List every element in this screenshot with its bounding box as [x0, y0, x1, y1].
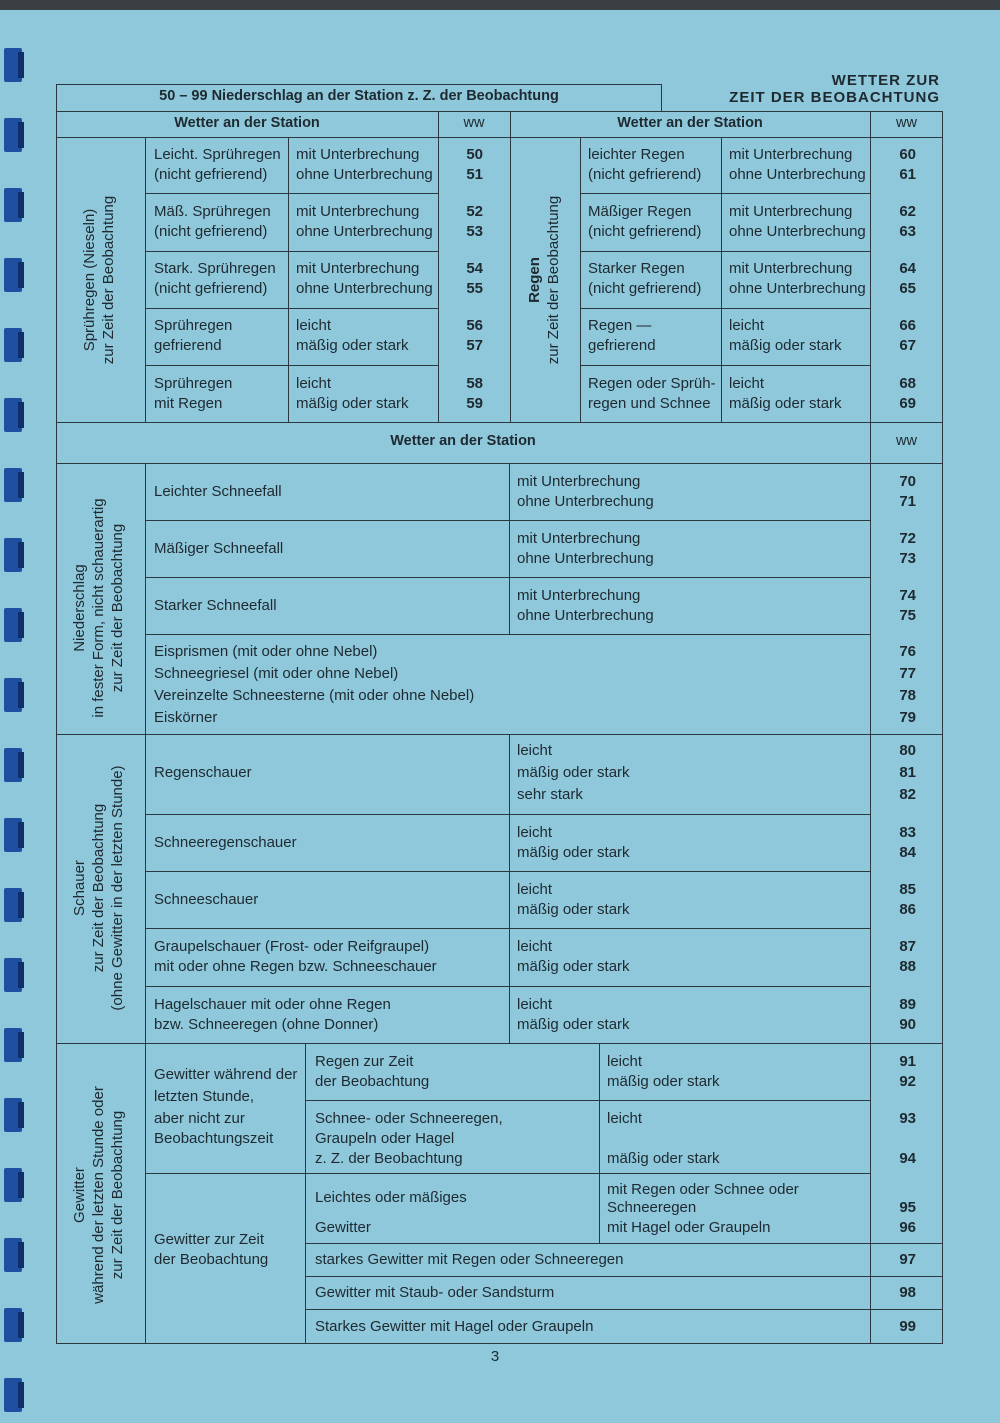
page-title-line1: WETTER ZUR [831, 72, 940, 89]
group-drizzle-label: Sprühregen (Nieseln) zur Zeit der Beobachtung [81, 195, 117, 365]
group-showers-label: Schauer zur Zeit der Beobachtung (ohne Gewitter in der letzten Stunde) [71, 765, 126, 1011]
spiral-binding [0, 0, 26, 1423]
header-ww-mid: ww [896, 433, 917, 449]
group-rain-label: Regen zur Zeit der Beobachtung [526, 195, 562, 365]
group-thunder-label: Gewitter während der letzten Stunde oder zur Zeit der Beobachtung [71, 1086, 126, 1304]
page-title-line2: ZEIT DER BEOBACHTUNG [729, 89, 940, 106]
header-ww-left: ww [463, 115, 485, 131]
header-ww-right: ww [896, 115, 917, 131]
header-weather-mid: Wetter an der Station [390, 433, 536, 449]
top-edge [0, 0, 1000, 10]
group-solid-label: Niederschlag in fester Form, nicht schauerartig zur Zeit der Beobachtung [71, 498, 126, 718]
range-caption: 50 – 99 Niederschlag an der Station z. Z. der Beobachtung [159, 88, 559, 104]
page-title [729, 72, 940, 106]
page-number: 3 [490, 1348, 500, 1365]
header-weather-left: Wetter an der Station [174, 115, 320, 131]
header-weather-right: Wetter an der Station [617, 115, 763, 131]
